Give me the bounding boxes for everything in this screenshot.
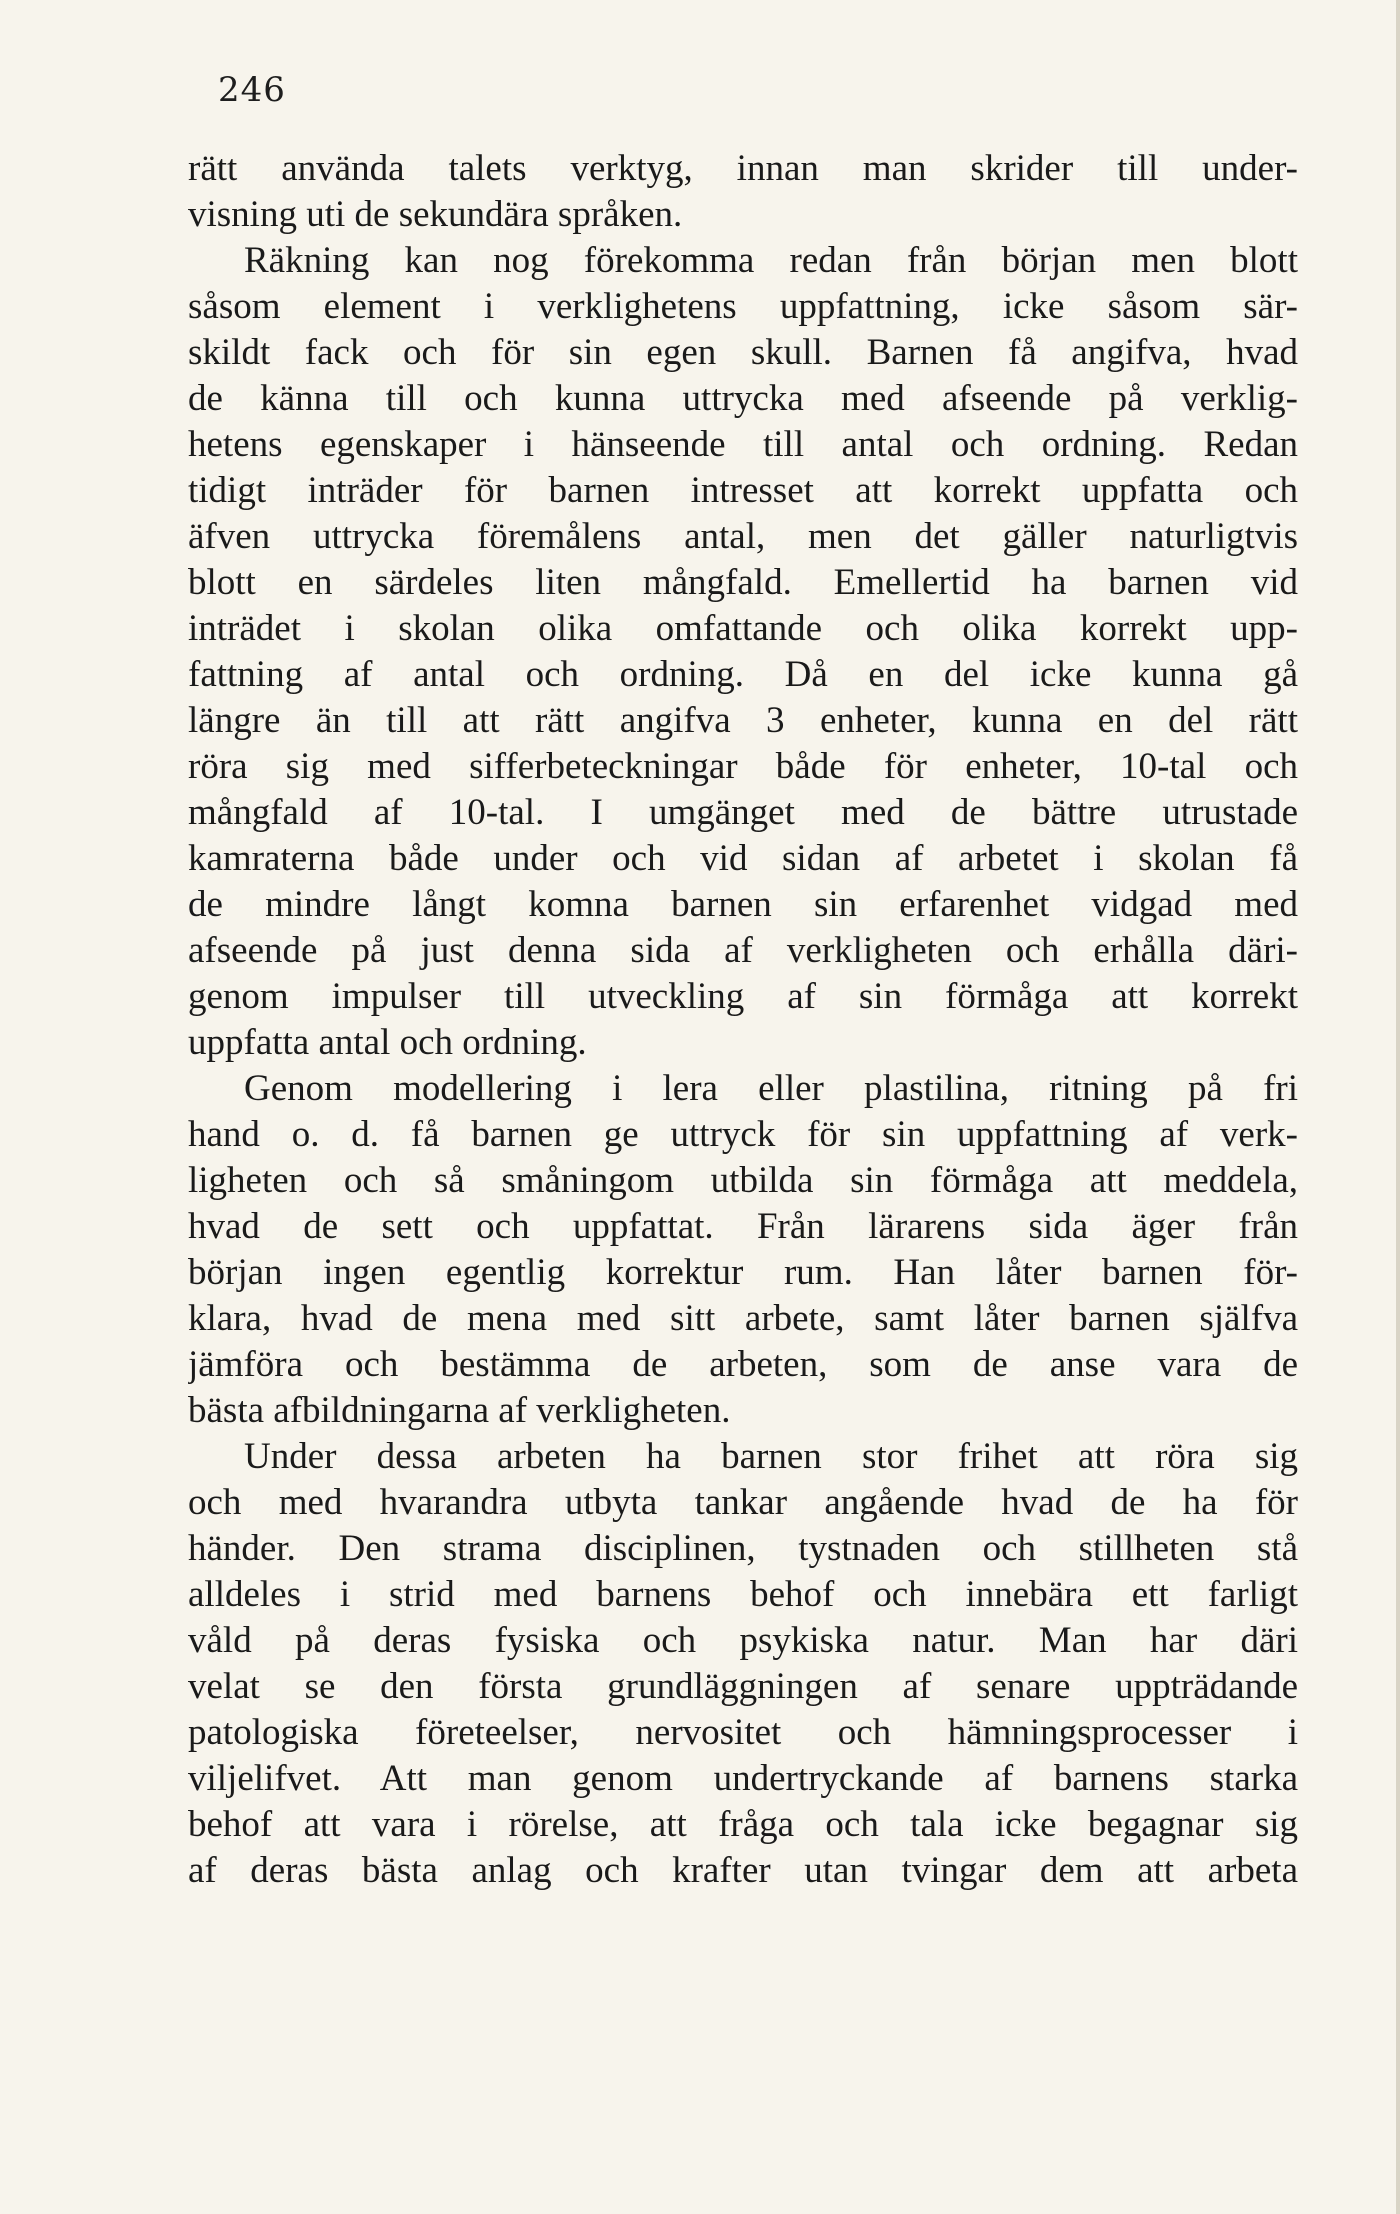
- text-line: skildt fack och för sin egen skull. Barnen få angifva, hvad: [188, 332, 1298, 373]
- text-line: Genom modellering i lera eller plastilina, ritning på fri: [244, 1068, 1298, 1109]
- text-line: våld på deras fysiska och psykiska natur. Man har däri: [188, 1620, 1298, 1661]
- text-line: behof att vara i rörelse, att fråga och tala icke begagnar sig: [188, 1804, 1298, 1845]
- text-line: af deras bästa anlag och krafter utan tvingar dem att arbeta: [188, 1850, 1298, 1891]
- page-number: 246: [218, 70, 286, 110]
- text-line: fattning af antal och ordning. Då en del icke kunna gå: [188, 654, 1298, 695]
- text-line: ligheten och så småningom utbilda sin förmåga att meddela,: [188, 1160, 1298, 1201]
- text-line: mångfald af 10-tal. I umgänget med de bättre utrustade: [188, 792, 1298, 833]
- page-edge: [1396, 0, 1400, 2214]
- text-line: händer. Den strama disciplinen, tystnaden och stillheten stå: [188, 1528, 1298, 1569]
- text-line: äfven uttrycka föremålens antal, men det gäller naturligtvis: [188, 516, 1298, 557]
- text-line: genom impulser till utveckling af sin förmåga att korrekt: [188, 976, 1298, 1017]
- text-line: Under dessa arbeten ha barnen stor frihet att röra sig: [244, 1436, 1298, 1477]
- text-line: Räkning kan nog förekomma redan från början men blott: [244, 240, 1298, 281]
- text-line: blott en särdeles liten mångfald. Emellertid ha barnen vid: [188, 562, 1298, 603]
- text-line: de mindre långt komna barnen sin erfarenhet vidgad med: [188, 884, 1298, 925]
- text-line: tidigt inträder för barnen intresset att korrekt uppfatta och: [188, 470, 1298, 511]
- text-line: jämföra och bestämma de arbeten, som de anse vara de: [188, 1344, 1298, 1385]
- text-line: och med hvarandra utbyta tankar angående hvad de ha för: [188, 1482, 1298, 1523]
- text-line: alldeles i strid med barnens behof och innebära ett farligt: [188, 1574, 1298, 1615]
- text-line: klara, hvad de mena med sitt arbete, samt låter barnen själfva: [188, 1298, 1298, 1339]
- text-line: velat se den första grundläggningen af senare uppträdande: [188, 1666, 1298, 1707]
- text-line: rätt använda talets verktyg, innan man skrider till under-: [188, 148, 1298, 189]
- text-line: uppfatta antal och ordning.: [188, 1022, 587, 1063]
- text-line: hand o. d. få barnen ge uttryck för sin uppfattning af verk-: [188, 1114, 1298, 1155]
- text-line: längre än till att rätt angifva 3 enheter, kunna en del rätt: [188, 700, 1298, 741]
- text-line: bästa afbildningarna af verkligheten.: [188, 1390, 731, 1431]
- text-line: hvad de sett och uppfattat. Från lärarens sida äger från: [188, 1206, 1298, 1247]
- text-line: de känna till och kunna uttrycka med afseende på verklig-: [188, 378, 1298, 419]
- text-line: såsom element i verklighetens uppfattning, icke såsom sär-: [188, 286, 1298, 327]
- text-line: inträdet i skolan olika omfattande och olika korrekt upp-: [188, 608, 1298, 649]
- body-text: [188, 146, 1298, 1894]
- text-line: hetens egenskaper i hänseende till antal och ordning. Redan: [188, 424, 1298, 465]
- text-line: visning uti de sekundära språken.: [188, 194, 683, 235]
- text-line: afseende på just denna sida af verkligheten och erhålla däri-: [188, 930, 1298, 971]
- text-line: början ingen egentlig korrektur rum. Han låter barnen för-: [188, 1252, 1298, 1293]
- text-line: kamraterna både under och vid sidan af arbetet i skolan få: [188, 838, 1298, 879]
- text-line: viljelifvet. Att man genom undertryckande af barnens starka: [188, 1758, 1298, 1799]
- text-line: patologiska företeelser, nervositet och hämningsprocesser i: [188, 1712, 1298, 1753]
- text-line: röra sig med sifferbeteckningar både för enheter, 10-tal och: [188, 746, 1298, 787]
